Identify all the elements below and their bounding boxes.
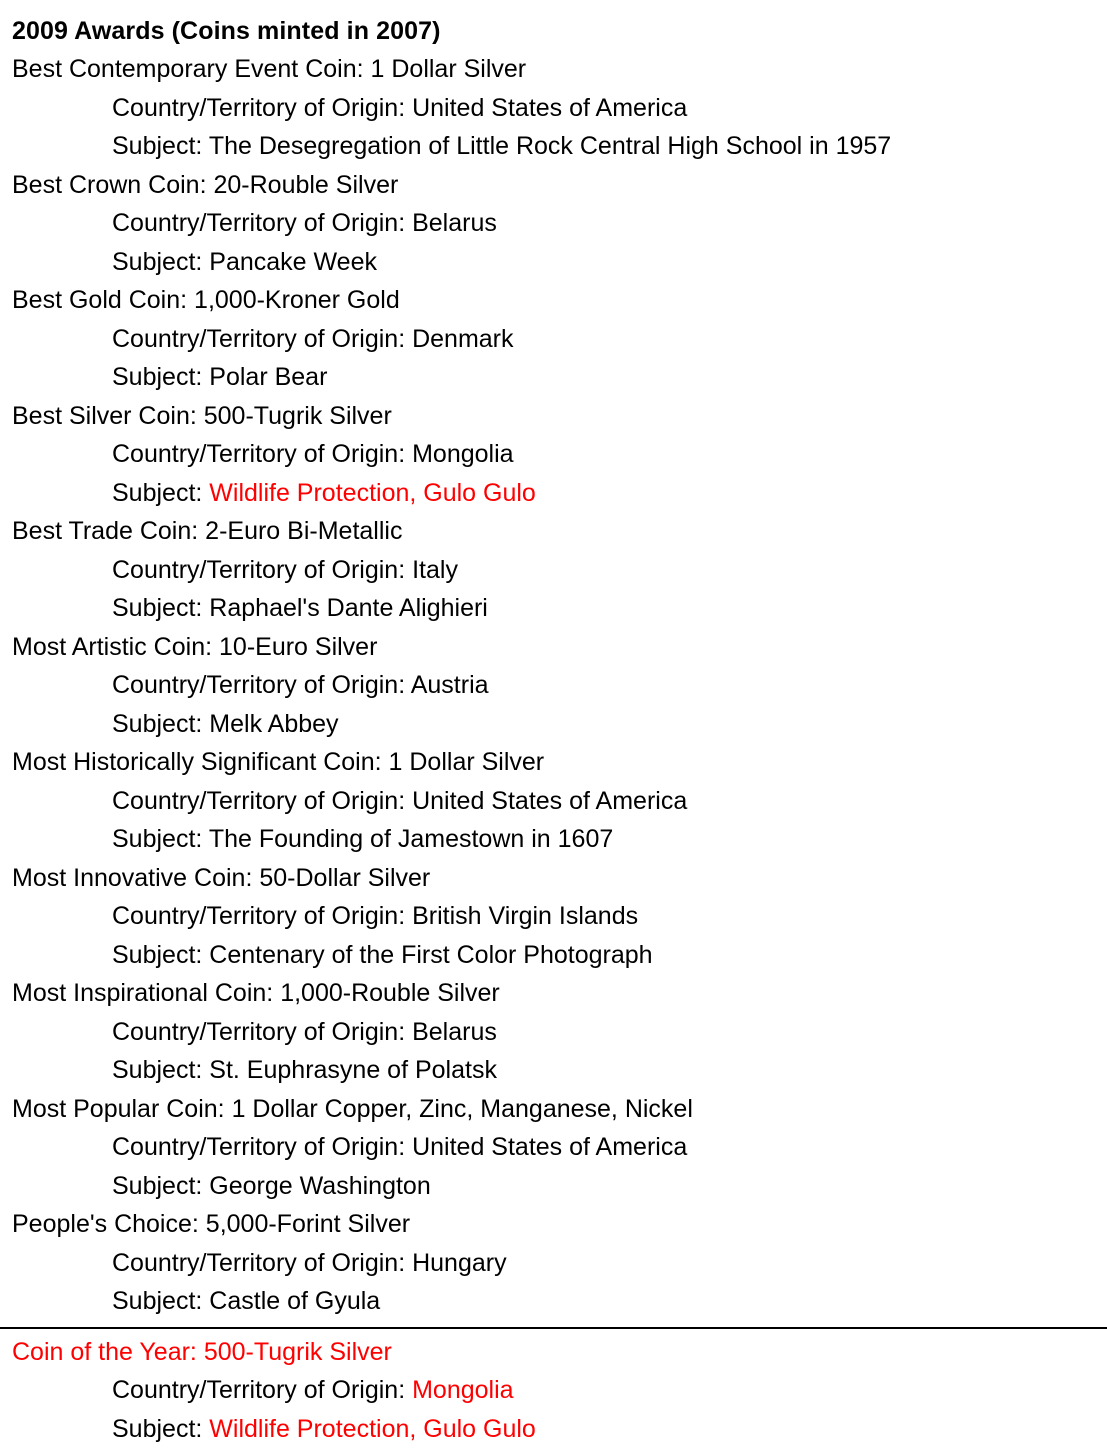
award-coin: 50-Dollar Silver: [259, 864, 430, 892]
award-subject-line: [12, 820, 1107, 859]
award-entry: [12, 974, 1107, 1090]
award-coin: 1,000-Kroner Gold: [194, 286, 400, 314]
country-label: Country/Territory of Origin:: [112, 556, 405, 584]
country-label: Country/Territory of Origin:: [112, 209, 405, 237]
award-heading: [12, 974, 1107, 1013]
award-name: Most Historically Significant Coin:: [12, 748, 382, 776]
award-coin: 500-Tugrik Silver: [204, 402, 392, 430]
award-heading: [12, 512, 1107, 551]
award-name: Best Trade Coin:: [12, 517, 198, 545]
award-subject-line: [12, 1282, 1107, 1321]
award-subject-value: Castle of Gyula: [209, 1287, 380, 1315]
award-country-value: Belarus: [412, 209, 497, 237]
subject-label: Subject:: [112, 941, 202, 969]
award-subject-value: Wildlife Protection, Gulo Gulo: [209, 479, 536, 507]
award-country-value: Italy: [412, 556, 458, 584]
award-entry: [12, 1090, 1107, 1206]
award-name: Most Popular Coin:: [12, 1095, 225, 1123]
award-subject-line: [12, 243, 1107, 282]
award-country-value: Hungary: [412, 1249, 507, 1277]
award-coin: 1 Dollar Copper, Zinc, Manganese, Nickel: [232, 1095, 693, 1123]
award-country-value: Mongolia: [412, 440, 513, 468]
country-label: Country/Territory of Origin:: [112, 671, 405, 699]
award-subject-value: Melk Abbey: [209, 710, 338, 738]
award-coin: 5,000-Forint Silver: [206, 1210, 410, 1238]
awards-list: [12, 50, 1107, 1321]
award-subject-value: St. Euphrasyne of Polatsk: [209, 1056, 497, 1084]
award-subject-line: [12, 1051, 1107, 1090]
award-country-value: Denmark: [412, 325, 513, 353]
award-country-line: [12, 89, 1107, 128]
award-country-value: United States of America: [412, 787, 687, 815]
award-entry: [12, 628, 1107, 744]
award-country-line: [12, 666, 1107, 705]
award-subject-value: Centenary of the First Color Photograph: [209, 941, 652, 969]
country-label: Country/Territory of Origin:: [112, 1133, 405, 1161]
award-name: Most Inspirational Coin:: [12, 979, 273, 1007]
award-heading: [12, 50, 1107, 89]
award-subject-line: [12, 474, 1107, 513]
award-subject-line: [12, 1167, 1107, 1206]
subject-label: Subject:: [112, 594, 202, 622]
award-subject-value: Pancake Week: [209, 248, 377, 276]
award-subject-line: [12, 358, 1107, 397]
award-heading: [12, 1090, 1107, 1129]
award-entry: [12, 50, 1107, 166]
award-subject-value: The Desegregation of Little Rock Central High School in 1957: [209, 132, 891, 160]
award-country-value: United States of America: [412, 1133, 687, 1161]
coin-of-the-year-section: [12, 1333, 1107, 1448]
coty-subject-value: Wildlife Protection, Gulo Gulo: [209, 1415, 536, 1443]
award-subject-value: George Washington: [209, 1172, 430, 1200]
country-label: Country/Territory of Origin:: [112, 1018, 405, 1046]
subject-label: Subject:: [112, 825, 202, 853]
award-name: Most Innovative Coin:: [12, 864, 252, 892]
award-name: Best Crown Coin:: [12, 171, 207, 199]
award-coin: 20-Rouble Silver: [213, 171, 398, 199]
award-entry: [12, 166, 1107, 282]
award-country-line: [12, 1128, 1107, 1167]
award-name: People's Choice:: [12, 1210, 199, 1238]
coty-subject-line: [12, 1410, 1107, 1448]
award-country-line: [12, 1013, 1107, 1052]
award-subject-line: [12, 936, 1107, 975]
coty-country-value: Mongolia: [412, 1376, 513, 1404]
country-label: Country/Territory of Origin:: [112, 1249, 405, 1277]
award-heading: [12, 743, 1107, 782]
award-entry: [12, 1205, 1107, 1321]
award-country-line: [12, 320, 1107, 359]
country-label: Country/Territory of Origin:: [112, 902, 405, 930]
award-country-value: British Virgin Islands: [412, 902, 638, 930]
award-heading: [12, 859, 1107, 898]
award-entry: [12, 859, 1107, 975]
subject-label: Subject:: [112, 1172, 202, 1200]
subject-label: Subject:: [112, 479, 202, 507]
award-country-value: Belarus: [412, 1018, 497, 1046]
award-coin: 1 Dollar Silver: [371, 55, 527, 83]
subject-label: Subject:: [112, 363, 202, 391]
subject-label: Subject:: [112, 1415, 202, 1443]
award-subject-value: Polar Bear: [209, 363, 327, 391]
coty-country-line: [12, 1371, 1107, 1410]
award-country-line: [12, 1244, 1107, 1283]
award-heading: [12, 397, 1107, 436]
country-label: Country/Territory of Origin:: [112, 325, 405, 353]
award-heading: [12, 1205, 1107, 1244]
award-heading: [12, 628, 1107, 667]
page-title: 2009 Awards (Coins minted in 2007): [12, 14, 1107, 48]
coty-award-name: Coin of the Year:: [12, 1338, 197, 1366]
award-subject-value: The Founding of Jamestown in 1607: [209, 825, 613, 853]
award-subject-value: Raphael's Dante Alighieri: [209, 594, 488, 622]
award-subject-line: [12, 127, 1107, 166]
award-heading: [12, 281, 1107, 320]
award-name: Best Silver Coin:: [12, 402, 197, 430]
award-heading: [12, 166, 1107, 205]
award-country-value: United States of America: [412, 94, 687, 122]
award-country-line: [12, 204, 1107, 243]
award-country-line: [12, 897, 1107, 936]
award-coin: 1 Dollar Silver: [389, 748, 545, 776]
subject-label: Subject:: [112, 1287, 202, 1315]
award-country-line: [12, 551, 1107, 590]
award-subject-line: [12, 589, 1107, 628]
award-coin: 2-Euro Bi-Metallic: [205, 517, 402, 545]
award-coin: 1,000-Rouble Silver: [280, 979, 500, 1007]
country-label: Country/Territory of Origin:: [112, 1376, 405, 1404]
country-label: Country/Territory of Origin:: [112, 787, 405, 815]
subject-label: Subject:: [112, 710, 202, 738]
award-name: Best Contemporary Event Coin:: [12, 55, 364, 83]
award-entry: [12, 743, 1107, 859]
award-country-line: [12, 782, 1107, 821]
country-label: Country/Territory of Origin:: [112, 94, 405, 122]
coty-heading: [12, 1333, 1107, 1372]
section-divider: [0, 1327, 1107, 1329]
award-entry: [12, 281, 1107, 397]
award-country-value: Austria: [411, 671, 489, 699]
coty-coin: 500-Tugrik Silver: [204, 1338, 392, 1366]
subject-label: Subject:: [112, 248, 202, 276]
award-country-line: [12, 435, 1107, 474]
award-entry: [12, 397, 1107, 513]
award-name: Most Artistic Coin:: [12, 633, 212, 661]
subject-label: Subject:: [112, 1056, 202, 1084]
award-entry: [12, 512, 1107, 628]
award-subject-line: [12, 705, 1107, 744]
award-coin: 10-Euro Silver: [219, 633, 377, 661]
country-label: Country/Territory of Origin:: [112, 440, 405, 468]
award-name: Best Gold Coin:: [12, 286, 187, 314]
subject-label: Subject:: [112, 132, 202, 160]
